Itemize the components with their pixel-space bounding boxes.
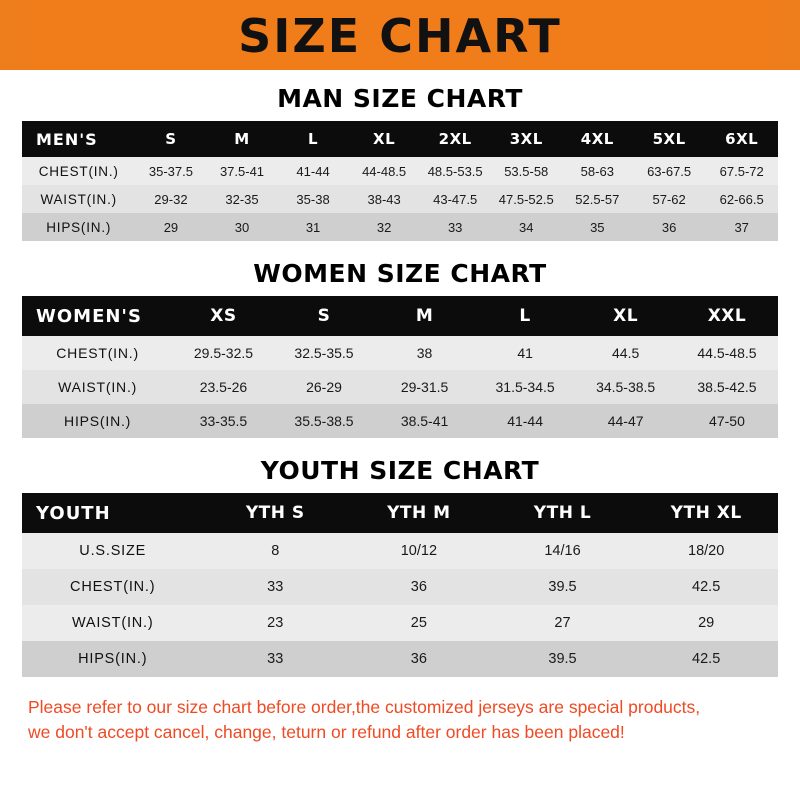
youth-cell: 23 xyxy=(203,605,347,641)
women-row-label: CHEST(IN.) xyxy=(22,336,173,370)
men-cell: 44-48.5 xyxy=(349,157,420,185)
youth-row-label: HIPS(IN.) xyxy=(22,641,203,677)
men-cell: 47.5-52.5 xyxy=(491,185,562,213)
men-header-row xyxy=(22,121,778,157)
women-cell: 26-29 xyxy=(274,370,375,404)
order-policy-notice xyxy=(28,695,772,746)
men-cell: 32-35 xyxy=(206,185,277,213)
women-header-row xyxy=(22,296,778,336)
men-cell: 43-47.5 xyxy=(420,185,491,213)
women-cell: 34.5-38.5 xyxy=(575,370,676,404)
table-row xyxy=(22,404,778,438)
men-row-label: CHEST(IN.) xyxy=(22,157,135,185)
women-cell: 35.5-38.5 xyxy=(274,404,375,438)
youth-cell: 18/20 xyxy=(634,533,778,569)
women-header-cell: XL xyxy=(613,306,639,326)
youth-size-table xyxy=(22,493,778,677)
women-section-title: WOMEN SIZE CHART xyxy=(253,259,547,288)
youth-header-cell: YTH XL xyxy=(670,503,742,523)
men-cell: 29 xyxy=(135,213,206,241)
header-left-accent-bar xyxy=(0,0,30,70)
youth-header-cell: YTH S xyxy=(245,503,305,523)
men-header-cell: 5XL xyxy=(652,130,686,148)
men-header-cell: 4XL xyxy=(580,130,614,148)
men-cell: 58-63 xyxy=(562,157,633,185)
women-header-cell: M xyxy=(415,306,434,326)
table-row xyxy=(22,533,778,569)
men-header-cell: 3XL xyxy=(509,130,543,148)
youth-cell: 36 xyxy=(347,641,491,677)
women-cell: 44.5 xyxy=(575,336,676,370)
women-header-cell: S xyxy=(317,306,331,326)
women-cell: 44-47 xyxy=(575,404,676,438)
women-cell: 33-35.5 xyxy=(173,404,274,438)
youth-section-title: YOUTH SIZE CHART xyxy=(260,456,540,485)
men-cell: 32 xyxy=(349,213,420,241)
men-header-cell: MEN'S xyxy=(36,129,98,149)
men-header-cell: XL xyxy=(373,130,396,148)
youth-header-cell: YTH L xyxy=(533,503,592,523)
men-cell: 35 xyxy=(562,213,633,241)
table-row xyxy=(22,605,778,641)
women-header-cell: XS xyxy=(210,306,237,326)
youth-cell: 25 xyxy=(347,605,491,641)
youth-cell: 10/12 xyxy=(347,533,491,569)
youth-header-cell: YOUTH xyxy=(36,502,111,524)
men-cell: 48.5-53.5 xyxy=(420,157,491,185)
men-cell: 31 xyxy=(278,213,349,241)
women-cell: 38.5-42.5 xyxy=(676,370,778,404)
women-size-table xyxy=(22,296,778,438)
youth-row-label: U.S.SIZE xyxy=(22,533,203,569)
women-header-cell: L xyxy=(519,306,531,326)
men-cell: 37 xyxy=(705,213,778,241)
youth-cell: 39.5 xyxy=(491,569,635,605)
men-cell: 37.5-41 xyxy=(206,157,277,185)
women-cell: 38 xyxy=(374,336,475,370)
youth-cell: 14/16 xyxy=(491,533,635,569)
table-row xyxy=(22,157,778,185)
table-row xyxy=(22,370,778,404)
men-cell: 35-37.5 xyxy=(135,157,206,185)
table-row xyxy=(22,569,778,605)
women-cell: 41 xyxy=(475,336,576,370)
women-cell: 29-31.5 xyxy=(374,370,475,404)
youth-row-label: CHEST(IN.) xyxy=(22,569,203,605)
page-title: SIZE CHART xyxy=(238,9,562,63)
women-cell: 32.5-35.5 xyxy=(274,336,375,370)
youth-cell: 42.5 xyxy=(634,569,778,605)
men-row-label: HIPS(IN.) xyxy=(22,213,135,241)
women-cell: 41-44 xyxy=(475,404,576,438)
men-cell: 34 xyxy=(491,213,562,241)
header-band xyxy=(0,0,800,70)
men-row-label: WAIST(IN.) xyxy=(22,185,135,213)
women-cell: 31.5-34.5 xyxy=(475,370,576,404)
youth-cell: 29 xyxy=(634,605,778,641)
women-cell: 44.5-48.5 xyxy=(676,336,778,370)
men-cell: 63-67.5 xyxy=(633,157,706,185)
men-header-cell: S xyxy=(165,130,177,148)
men-cell: 35-38 xyxy=(278,185,349,213)
table-row xyxy=(22,185,778,213)
men-cell: 41-44 xyxy=(278,157,349,185)
men-cell: 30 xyxy=(206,213,277,241)
men-size-table xyxy=(22,121,778,241)
header-center xyxy=(30,0,770,70)
youth-header-row xyxy=(22,493,778,533)
content xyxy=(0,84,800,746)
women-cell: 29.5-32.5 xyxy=(173,336,274,370)
men-cell: 38-43 xyxy=(349,185,420,213)
men-cell: 62-66.5 xyxy=(705,185,778,213)
header-right-accent-bar xyxy=(770,0,800,70)
youth-row-label: WAIST(IN.) xyxy=(22,605,203,641)
women-row-label: HIPS(IN.) xyxy=(22,404,173,438)
youth-header-cell: YTH M xyxy=(387,503,451,523)
notice-line-1: Please refer to our size chart before order,the customized jerseys are special products, xyxy=(28,697,701,717)
men-cell: 29-32 xyxy=(135,185,206,213)
women-header-cell: WOMEN'S xyxy=(36,305,142,327)
table-row xyxy=(22,213,778,241)
youth-cell: 33 xyxy=(203,641,347,677)
man-section-title: MAN SIZE CHART xyxy=(277,84,523,113)
notice-line-2: we don't accept cancel, change, teturn or refund after order has been placed! xyxy=(28,722,625,743)
men-cell: 53.5-58 xyxy=(491,157,562,185)
women-cell: 47-50 xyxy=(676,404,778,438)
table-row xyxy=(22,336,778,370)
men-cell: 52.5-57 xyxy=(562,185,633,213)
youth-cell: 8 xyxy=(203,533,347,569)
men-cell: 67.5-72 xyxy=(705,157,778,185)
men-cell: 33 xyxy=(420,213,491,241)
table-row xyxy=(22,641,778,677)
women-row-label: WAIST(IN.) xyxy=(22,370,173,404)
men-header-cell: M xyxy=(234,130,250,148)
men-cell: 36 xyxy=(633,213,706,241)
youth-cell: 27 xyxy=(491,605,635,641)
women-header-cell: XXL xyxy=(707,306,747,326)
youth-cell: 33 xyxy=(203,569,347,605)
men-cell: 57-62 xyxy=(633,185,706,213)
youth-cell: 36 xyxy=(347,569,491,605)
men-header-cell: 2XL xyxy=(438,130,472,148)
men-header-cell: L xyxy=(308,130,319,148)
youth-cell: 39.5 xyxy=(491,641,635,677)
youth-cell: 42.5 xyxy=(634,641,778,677)
women-cell: 38.5-41 xyxy=(374,404,475,438)
men-header-cell: 6XL xyxy=(725,130,759,148)
women-cell: 23.5-26 xyxy=(173,370,274,404)
